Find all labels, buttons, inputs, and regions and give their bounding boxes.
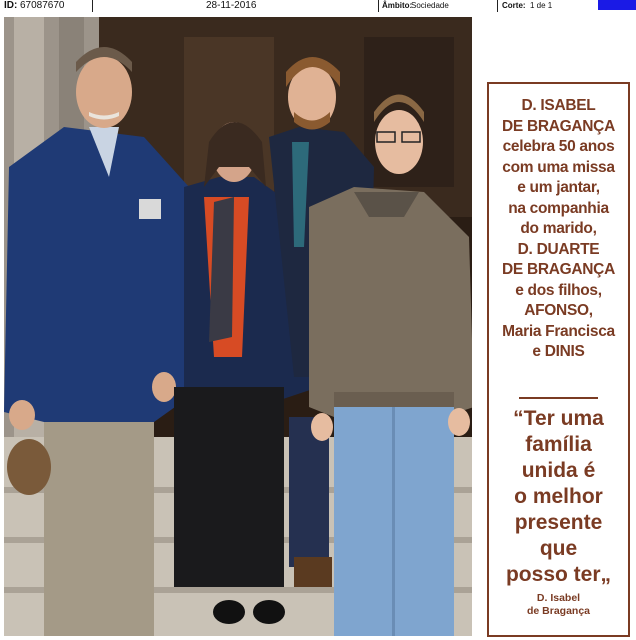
header-divider (497, 0, 498, 12)
family-photo-illustration (4, 17, 472, 636)
quote-author (489, 592, 628, 618)
quote-line: unida é (521, 459, 596, 482)
corte-label: Corte: (502, 1, 526, 10)
id-value: 67087670 (20, 0, 65, 11)
caption-line: D. ISABEL (521, 97, 596, 114)
quote-line: o melhor (514, 485, 603, 508)
quote-line: posso ter„ (505, 563, 612, 586)
header-divider (92, 0, 93, 12)
pull-quote (489, 406, 628, 588)
caption-line: na companhia (508, 199, 609, 217)
caption-line: celebra 50 anos (502, 138, 615, 155)
header-divider (378, 0, 379, 12)
caption-line: AFONSO, (524, 302, 593, 319)
caption-line: e um jantar, (517, 179, 600, 196)
ambito-label: Âmbito: (382, 1, 413, 10)
quote-line: que (539, 537, 578, 560)
caption-line: Maria Francisca (502, 322, 615, 340)
caption-divider (519, 397, 598, 399)
clipping-header (0, 0, 636, 12)
caption-line: DE BRAGANÇA (502, 261, 615, 278)
quote-line: “Ter uma (513, 407, 604, 430)
caption-line: DE BRAGANÇA (502, 117, 615, 135)
author-line: de Bragança (526, 605, 591, 617)
caption-line: D. DUARTE (517, 240, 600, 258)
caption-line: com uma missa (502, 158, 615, 176)
corte-value: 1 de 1 (530, 1, 553, 10)
caption-line: do marido, (520, 220, 597, 237)
caption-box (487, 82, 630, 637)
author-line: D. Isabel (536, 592, 581, 604)
date: 28-11-2016 (206, 0, 257, 11)
quote-line: presente (514, 511, 603, 534)
ambito-value: Sociedade (411, 1, 449, 10)
quote-line: família (525, 433, 592, 456)
caption-line: e dos filhos, (515, 281, 602, 299)
id-label: ID: (4, 0, 18, 11)
family-photo (4, 17, 472, 636)
caption-text (489, 96, 628, 363)
caption-line: e DINIS (532, 343, 585, 360)
header-blue-marker (598, 0, 636, 10)
